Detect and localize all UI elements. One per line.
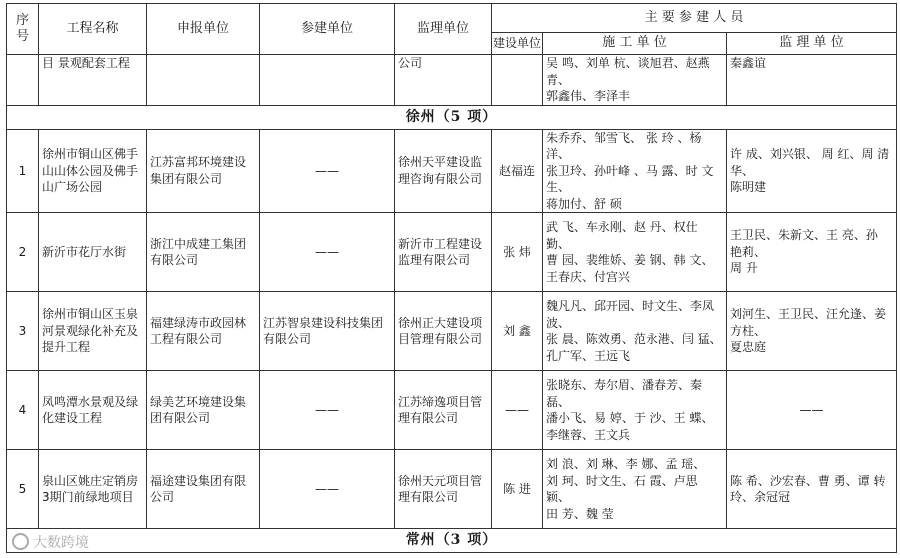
cell-seq: 1 — [7, 129, 39, 213]
cell-participant: —— — [260, 371, 395, 450]
table-row — [7, 55, 897, 106]
cell-construct: 张晓东、寿尔眉、潘春芳、秦 磊、 潘小飞、易 婷、于 沙、王 蝶、 李继蓉、王文兵 — [543, 371, 727, 450]
table-row — [7, 450, 897, 529]
cell-supervise: 陈 希、沙宏春、曹 勇、谭 转玲、余冠冠 — [727, 450, 897, 529]
cell-supervise: 许 成、刘兴银、 周 红、周 清华、 陈明建 — [727, 129, 897, 213]
cell-participant: —— — [260, 213, 395, 292]
watermark — [12, 532, 89, 552]
cell-applicant: 福途建设集团有限公司 — [147, 450, 260, 529]
header-seq: 序号 — [7, 4, 39, 55]
header-row — [7, 4, 897, 33]
cell-supervisor: 徐州天平建设监理咨询有限公司 — [395, 129, 492, 213]
cell-project: 目 景观配套工程 — [39, 55, 147, 106]
cell-build: 张 炜 — [492, 213, 543, 292]
cell-supervisor: 新沂市工程建设监理有限公司 — [395, 213, 492, 292]
cell-supervisor: 公司 — [395, 55, 492, 106]
cell-supervise: 秦鑫谊 — [727, 55, 897, 106]
watermark-text: 大数跨境 — [33, 535, 89, 551]
region-xuzhou: 徐州（5 项） — [7, 105, 897, 129]
region-row — [7, 105, 897, 129]
cell-construct: 武 飞、车永刚、赵 丹、权仕 勤、 曹 园、裴维娇、姜 钢、韩 文、 王春庆、付宫兴 — [543, 213, 727, 292]
header-applicant: 申报单位 — [147, 4, 260, 55]
cell-supervisor: 徐州正大建设项目管理有限公司 — [395, 292, 492, 371]
table-row — [7, 371, 897, 450]
cell-participant: —— — [260, 450, 395, 529]
cell-build: 赵福连 — [492, 129, 543, 213]
cell-seq: 4 — [7, 371, 39, 450]
cell-seq: 3 — [7, 292, 39, 371]
cell-project: 新沂市花厅水街 — [39, 213, 147, 292]
cell-applicant: 福建绿涛市政园林工程有限公司 — [147, 292, 260, 371]
cell-applicant: 浙江中成建工集团有限公司 — [147, 213, 260, 292]
cell-build: 刘 鑫 — [492, 292, 543, 371]
cell-build: —— — [492, 371, 543, 450]
project-table — [6, 3, 897, 553]
subheader-build: 建设单位 — [492, 33, 543, 55]
header-project: 工程名称 — [39, 4, 147, 55]
subheader-supervise: 监 理 单 位 — [727, 33, 897, 55]
table-row — [7, 213, 897, 292]
cell-seq — [7, 55, 39, 106]
header-supervisor: 监理单位 — [395, 4, 492, 55]
cell-project: 泉山区姚庄定销房3期门前绿地项目 — [39, 450, 147, 529]
cell-construct: 吴 鸣、刘单 杭、谈旭君、赵燕 青、 郭鑫伟、李泽丰 — [543, 55, 727, 106]
cell-applicant — [147, 55, 260, 106]
cell-project: 徐州市铜山区玉泉河景观绿化补充及提升工程 — [39, 292, 147, 371]
subheader-construct: 施 工 单 位 — [543, 33, 727, 55]
cell-supervisor: 徐州天元项目管理有限公司 — [395, 450, 492, 529]
cell-supervise: —— — [727, 371, 897, 450]
region-changzhou: 常州（3 项） — [7, 529, 897, 553]
cell-applicant: 绿美艺环境建设集团有限公司 — [147, 371, 260, 450]
cell-supervise: 王卫民、朱新文、王 亮、孙 艳莉、 周 升 — [727, 213, 897, 292]
cell-construct: 魏凡凡、邱开园、时文生、李凤 波、 张 晨、陈效勇、范永港、闫 猛、 孔广军、王远飞 — [543, 292, 727, 371]
cell-construct: 刘 浪、刘 琳、李 娜、孟 瑶、 刘 珂、时文生、石 霞、卢思 颖、 田 芳、魏 莹 — [543, 450, 727, 529]
cell-participant: —— — [260, 129, 395, 213]
cell-supervise: 刘河生、王卫民、汪允逢、姜 方柱、 夏忠庭 — [727, 292, 897, 371]
header-main-people: 主 要 参 建 人 员 — [492, 4, 897, 33]
header-participant: 参建单位 — [260, 4, 395, 55]
cell-seq: 2 — [7, 213, 39, 292]
table-row — [7, 129, 897, 213]
cell-build — [492, 55, 543, 106]
cell-seq: 5 — [7, 450, 39, 529]
cell-build: 陈 进 — [492, 450, 543, 529]
cell-participant: 江苏智泉建设科技集团有限公司 — [260, 292, 395, 371]
cell-participant — [260, 55, 395, 106]
table-row — [7, 292, 897, 371]
cell-project: 徐州市铜山区佛手山山体公园及佛手山广场公园 — [39, 129, 147, 213]
region-row — [7, 529, 897, 553]
cell-supervisor: 江苏缔逸项目管理有限公司 — [395, 371, 492, 450]
cell-construct: 朱乔乔、邹雪飞、 张 玲 、杨 洋、 张卫玲、孙叶峰 、马 露、时 文生、 蒋加付、舒 硕 — [543, 129, 727, 213]
cell-applicant: 江苏富邦环境建设集团有限公司 — [147, 129, 260, 213]
cell-project: 凤鸣潭水景观及绿化建设工程 — [39, 371, 147, 450]
watermark-logo-icon — [12, 533, 29, 550]
